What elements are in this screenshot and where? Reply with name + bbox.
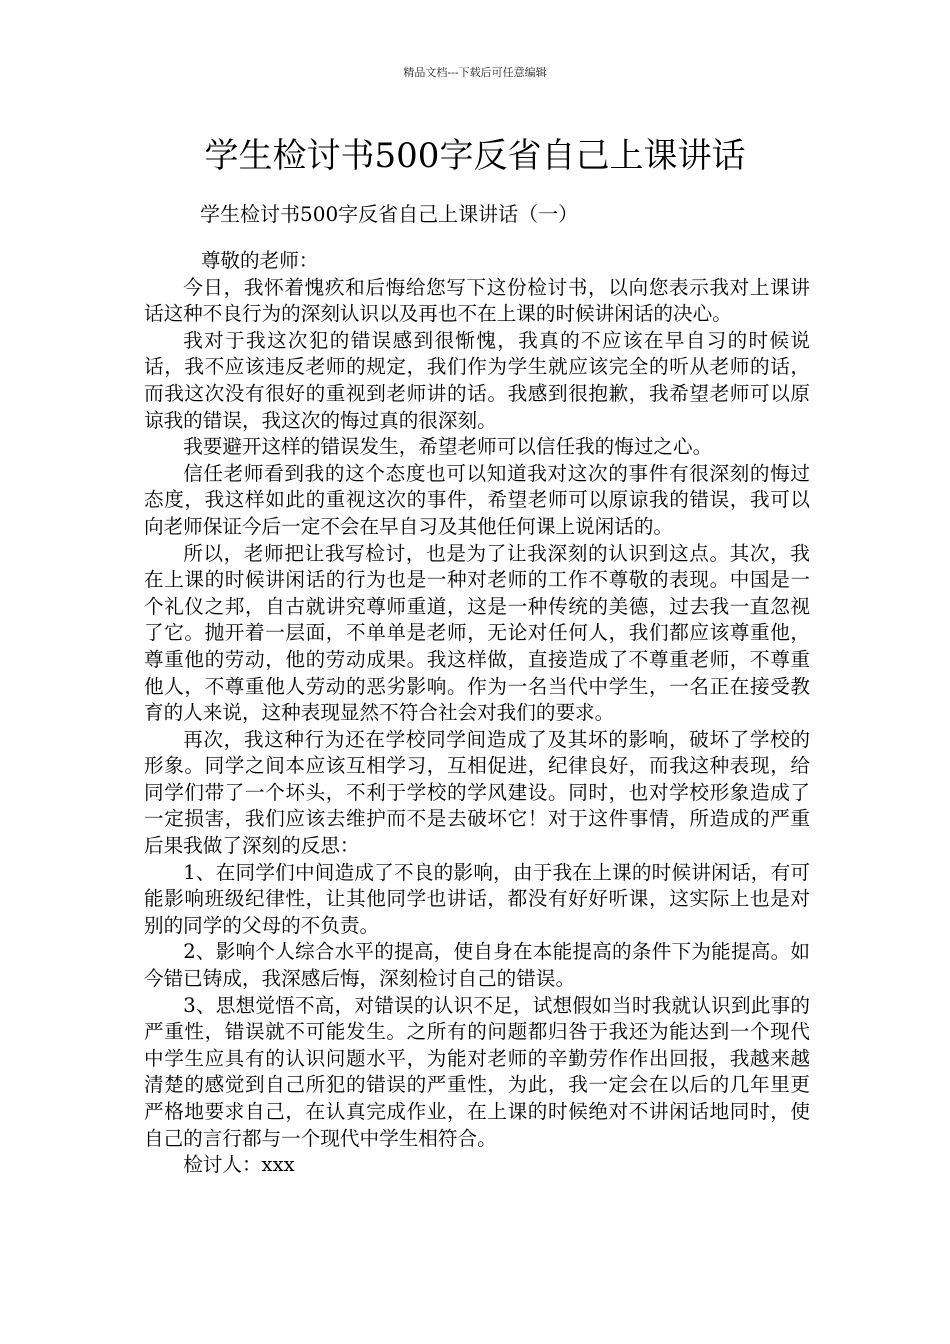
paragraph: 再次，我这种行为还在学校同学间造成了及其坏的影响，破坏了学校的形象。同学之间本应该互相学习，互相促进，纪律良好，而我这种表现，给同学们带了一个坏头，不利于学校的学风建设。同时，也对学校形象造成了一定损害，我们应该去维护而不是去破坏它！对于这件事情，所造成的严重后果我做了深刻的反思：	[144, 727, 810, 858]
paragraph: 我对于我这次犯的错误感到很惭愧，我真的不应该在早自习的时候说话，我不应该违反老师的规定，我们作为学生就应该完全的听从老师的话，而我这次没有很好的重视到老师讲的话。我感到很抱歉，我希望老师可以原谅我的错误，我这次的悔过真的很深刻。	[144, 328, 810, 432]
paragraph: 信任老师看到我的这个态度也可以知道我对这次的事件有很深刻的悔过态度，我这样如此的重视这次的事件，希望老师可以原谅我的错误，我可以向老师保证今后一定不会在早自习及其他任何课上说闲话的。	[144, 461, 810, 538]
document-title: 学生检讨书500字反省自己上课讲话	[204, 136, 746, 176]
salutation: 尊敬的老师：	[200, 249, 319, 272]
list-item: 1、在同学们中间造成了不良的影响，由于我在上课的时候讲闲话，有可能影响班级纪律性，让其他同学也讲话，都没有好好听课，这实际上也是对别的同学的父母的不负责。	[144, 860, 810, 937]
signature: 检讨人：xxx	[183, 1153, 295, 1177]
section-subtitle: 学生检讨书500字反省自己上课讲话（一）	[200, 202, 579, 226]
header-note: 精品文档---下载后可任意编辑	[403, 66, 547, 79]
paragraph: 所以，老师把让我写检讨，也是为了让我深刻的认识到这点。其次，我在上课的时候讲闲话的行为也是一种对老师的工作不尊敬的表现。中国是一个礼仪之邦，自古就讲究尊师重道，这是一种传统的美德，过去我一直忽视了它。抛开着一层面，不单单是老师，无论对任何人，我们都应该尊重他，尊重他的劳动，他的劳动成果。我这样做，直接造成了不尊重老师，不尊重他人，不尊重他人劳动的恶劣影响。作为一名当代中学生，一名正在接受教育的人来说，这种表现显然不符合社会对我们的要求。	[144, 541, 810, 725]
letter-body	[144, 248, 810, 1179]
paragraph: 我要避开这样的错误发生，希望老师可以信任我的悔过之心。	[183, 435, 713, 459]
list-item: 2、影响个人综合水平的提高，使自身在本能提高的条件下为能提高。如今错已铸成，我深感后悔，深刻检讨自己的错误。	[144, 940, 810, 991]
paragraph: 今日，我怀着愧疚和后悔给您写下这份检讨书，以向您表示我对上课讲话这种不良行为的深刻认识以及再也不在上课的时候讲闲话的决心。	[144, 275, 810, 326]
list-item: 3、思想觉悟不高，对错误的认识不足，试想假如当时我就认识到此事的严重性，错误就不可能发生。之所有的问题都归咎于我还为能达到一个现代中学生应具有的认识问题水平，为能对老师的辛勤劳作作出回报，我越来越清楚的感觉到自己所犯的错误的严重性，为此，我一定会在以后的几年里更严格地要求自己，在认真完成作业，在上课的时候绝对不讲闲话地同时，使自己的言行都与一个现代中学生相符合。	[144, 993, 810, 1150]
